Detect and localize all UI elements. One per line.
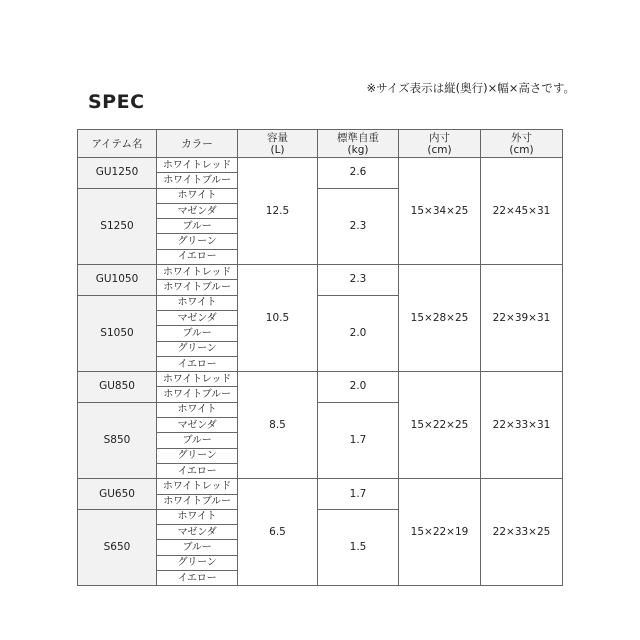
capacity-cell: 12.5 xyxy=(238,158,318,265)
weight-cell: 2.3 xyxy=(318,265,399,296)
table-row xyxy=(78,479,563,494)
item-name-cell: GU1050 xyxy=(78,265,157,296)
weight-cell: 2.0 xyxy=(318,295,399,371)
spec-table xyxy=(77,129,563,586)
weight-cell: 1.5 xyxy=(318,509,399,585)
item-name-cell: GU650 xyxy=(78,479,157,510)
outer-size-cell: 22×45×31 xyxy=(481,158,563,265)
spec-body xyxy=(78,158,563,586)
weight-cell: 2.3 xyxy=(318,188,399,264)
inner-size-cell: 15×34×25 xyxy=(399,158,481,265)
outer-size-cell: 22×39×31 xyxy=(481,265,563,372)
page-title: SPEC xyxy=(88,91,145,113)
color-cell: ブルー xyxy=(157,219,238,234)
weight-cell: 2.0 xyxy=(318,372,399,403)
color-cell: マゼンダ xyxy=(157,310,238,325)
header-item: アイテム名 xyxy=(78,130,157,158)
inner-size-cell: 15×22×25 xyxy=(399,372,481,479)
header-row xyxy=(78,130,563,158)
header-inner: 内寸 (cm) xyxy=(399,130,481,158)
table-row xyxy=(78,265,563,280)
weight-cell: 1.7 xyxy=(318,479,399,510)
item-name-cell: S650 xyxy=(78,509,157,585)
color-cell: ホワイトブルー xyxy=(157,280,238,295)
weight-cell: 1.7 xyxy=(318,402,399,478)
color-cell: ブルー xyxy=(157,326,238,341)
color-cell: マゼンダ xyxy=(157,525,238,540)
color-cell: マゼンダ xyxy=(157,203,238,218)
color-cell: ホワイトレッド xyxy=(157,158,238,173)
capacity-cell: 6.5 xyxy=(238,479,318,586)
item-name-cell: S1050 xyxy=(78,295,157,371)
color-cell: ホワイトブルー xyxy=(157,494,238,509)
color-cell: グリーン xyxy=(157,341,238,356)
color-cell: ホワイトレッド xyxy=(157,265,238,280)
color-cell: マゼンダ xyxy=(157,418,238,433)
color-cell: イエロー xyxy=(157,571,238,586)
color-cell: ホワイト xyxy=(157,295,238,310)
capacity-cell: 8.5 xyxy=(238,372,318,479)
item-name-cell: GU1250 xyxy=(78,158,157,189)
color-cell: イエロー xyxy=(157,356,238,371)
color-cell: ホワイト xyxy=(157,509,238,524)
inner-size-cell: 15×22×19 xyxy=(399,479,481,586)
color-cell: グリーン xyxy=(157,555,238,570)
header-weight: 標準自重 (kg) xyxy=(318,130,399,158)
color-cell: グリーン xyxy=(157,234,238,249)
color-cell: ブルー xyxy=(157,433,238,448)
weight-cell: 2.6 xyxy=(318,158,399,189)
inner-size-cell: 15×28×25 xyxy=(399,265,481,372)
capacity-cell: 10.5 xyxy=(238,265,318,372)
color-cell: ホワイトブルー xyxy=(157,173,238,188)
color-cell: ホワイトブルー xyxy=(157,387,238,402)
table-row xyxy=(78,372,563,387)
item-name-cell: GU850 xyxy=(78,372,157,403)
item-name-cell: S1250 xyxy=(78,188,157,264)
item-name-cell: S850 xyxy=(78,402,157,478)
color-cell: ホワイトレッド xyxy=(157,372,238,387)
color-cell: グリーン xyxy=(157,448,238,463)
color-cell: イエロー xyxy=(157,463,238,478)
header-capacity: 容量 (L) xyxy=(238,130,318,158)
size-note: ※サイズ表示は縦(奥行)×幅×高さです。 xyxy=(366,81,575,95)
color-cell: ホワイトレッド xyxy=(157,479,238,494)
header-outer: 外寸 (cm) xyxy=(481,130,563,158)
color-cell: ブルー xyxy=(157,540,238,555)
color-cell: ホワイト xyxy=(157,402,238,417)
outer-size-cell: 22×33×25 xyxy=(481,479,563,586)
outer-size-cell: 22×33×31 xyxy=(481,372,563,479)
color-cell: イエロー xyxy=(157,249,238,264)
table-row xyxy=(78,158,563,173)
header-color: カラー xyxy=(157,130,238,158)
color-cell: ホワイト xyxy=(157,188,238,203)
